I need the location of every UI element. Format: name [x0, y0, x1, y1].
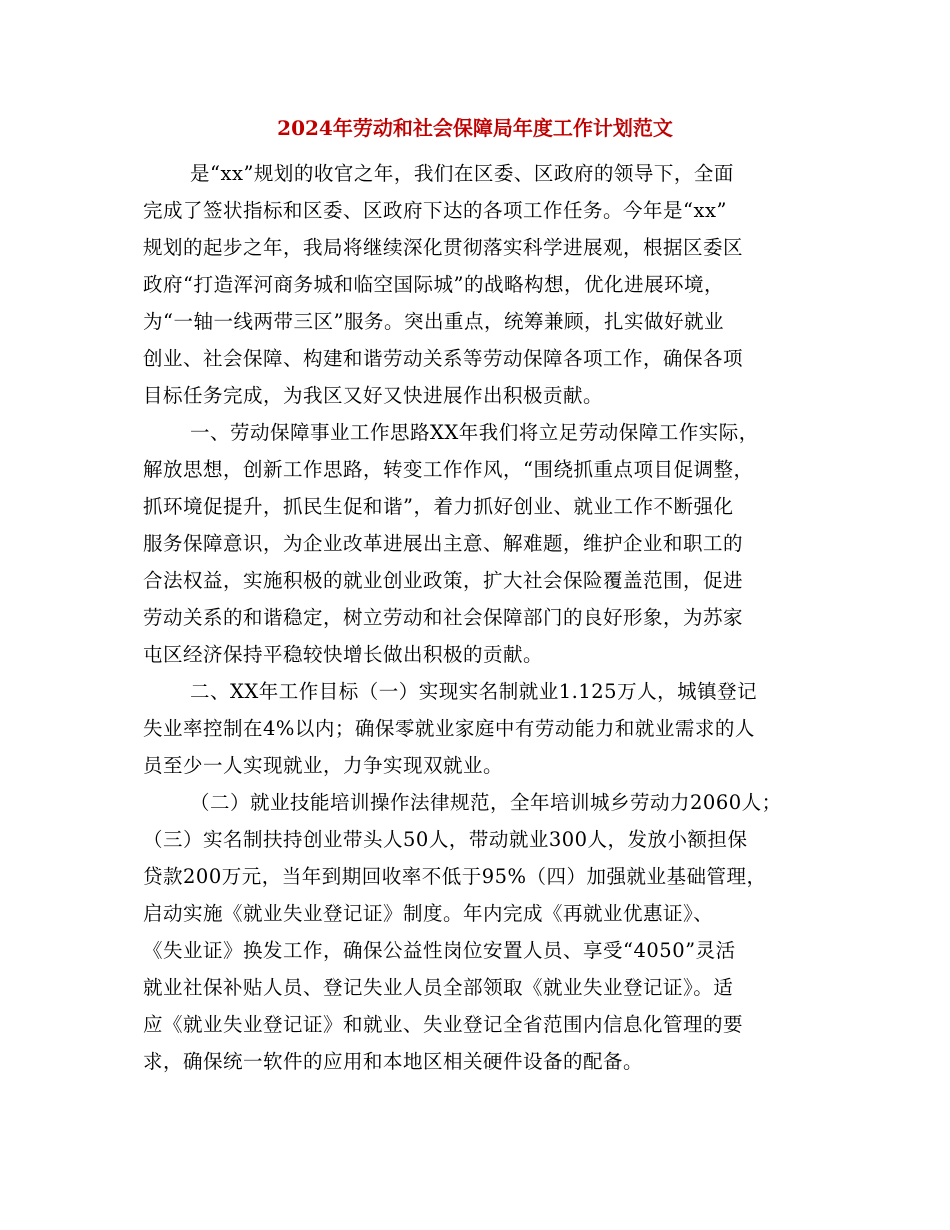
paragraph-line: 贷款200万元，当年到期回收率不低于95%（四）加强就业基础管理， [143, 865, 767, 888]
paragraph-line: 《失业证》换发工作，确保公益性岗位安置人员、享受“4050”灵活 [143, 939, 736, 962]
paragraph-line: （二）就业技能培训操作法律规范，全年培训城乡劳动力2060人； [190, 791, 782, 814]
paragraph-line: 目标任务完成，为我区又好又快进展作出积极贡献。 [143, 384, 604, 407]
paragraph-line: 为“一轴一线两带三区”服务。突出重点，统筹兼顾，扎实做好就业 [143, 310, 724, 333]
paragraph-line: 规划的起步之年，我局将继续深化贯彻落实科学进展观，根据区委区 [143, 236, 744, 259]
paragraph-line: 完成了签状指标和区委、区政府下达的各项工作任务。今年是“xx” [143, 199, 727, 222]
paragraph-line: （三）实名制扶持创业带头人50人，带动就业300人，发放小额担保 [143, 828, 748, 851]
paragraph-line: 就业社保补贴人员、登记失业人员全部领取《就业失业登记证》。适 [143, 976, 734, 999]
paragraph-line: 解放思想，创新工作思路，转变工作作风，“围绕抓重点项目促调整， [143, 458, 754, 481]
paragraph-line: 劳动关系的和谐稳定，树立劳动和社会保障部门的良好形象，为苏家 [143, 606, 744, 629]
paragraph-line: 合法权益，实施积极的就业创业政策，扩大社会保险覆盖范围，促进 [143, 569, 744, 592]
paragraph-line: 求，确保统一软件的应用和本地区相关硬件设备的配备。 [143, 1050, 644, 1073]
paragraph-line: 屯区经济保持平稳较快增长做出积极的贡献。 [143, 643, 544, 666]
paragraph-line: 创业、社会保障、构建和谐劳动关系等劳动保障各项工作，确保各项 [143, 347, 744, 370]
paragraph-line: 政府“打造浑河商务城和临空国际城”的战略构想，优化进展环境， [143, 273, 724, 296]
document-title: 2024年劳动和社会保障局年度工作计划范文 [277, 116, 673, 140]
paragraph-line: 抓环境促提升，抓民生促和谐”，着力抓好创业、就业工作不断强化 [143, 495, 734, 518]
paragraph-line: 失业率控制在4%以内；确保零就业家庭中有劳动能力和就业需求的人 [143, 717, 755, 740]
paragraph-line: 服务保障意识，为企业改革进展出主意、解难题，维护企业和职工的 [143, 532, 744, 555]
paragraph-line: 二、XX年工作目标（一）实现实名制就业1.125万人，城镇登记 [190, 680, 758, 703]
paragraph-line: 应《就业失业登记证》和就业、失业登记全省范围内信息化管理的要 [143, 1013, 744, 1036]
paragraph-line: 是“xx”规划的收官之年，我们在区委、区政府的领导下，全面 [190, 162, 734, 185]
paragraph-line: 启动实施《就业失业登记证》制度。年内完成《再就业优惠证》、 [143, 902, 714, 925]
paragraph-line: 一、劳动保障事业工作思路XX年我们将立足劳动保障工作实际， [190, 421, 759, 444]
paragraph-line: 员至少一人实现就业，力争实现双就业。 [143, 754, 504, 777]
